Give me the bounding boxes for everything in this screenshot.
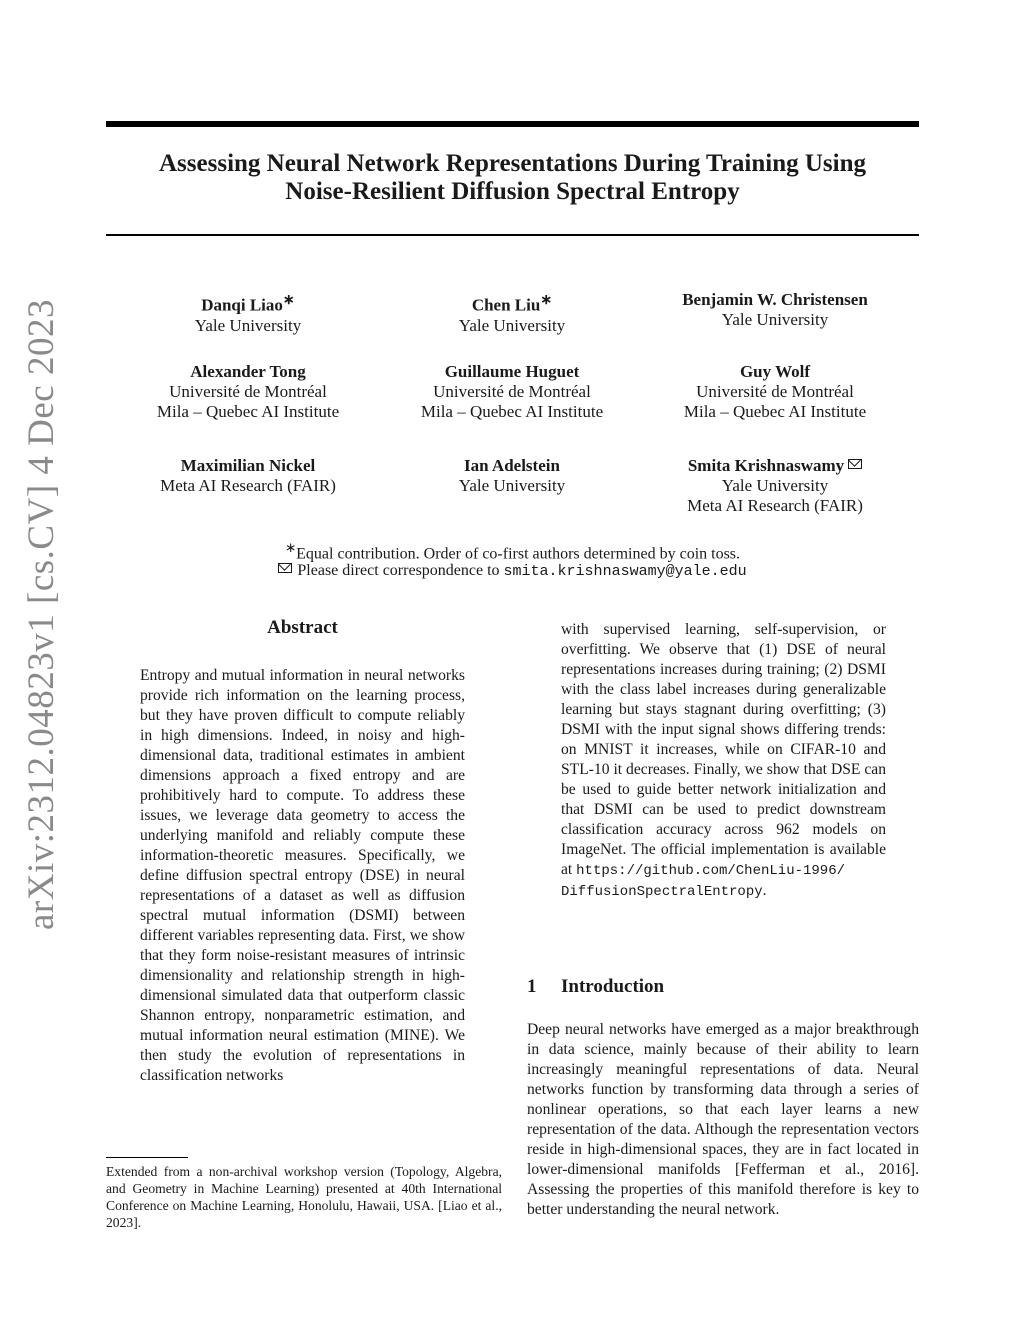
author-affiliation: Yale University [194, 315, 302, 335]
envelope-icon [848, 459, 862, 469]
author-name: Danqi Liao [201, 295, 283, 315]
equal-contribution-mark: ∗ [282, 292, 295, 308]
author-affiliation: Yale University [458, 315, 566, 335]
title-rule-bottom [106, 234, 919, 236]
abstract-heading: Abstract [267, 617, 338, 638]
correspondence-text: Please direct correspondence to [297, 562, 504, 579]
title-rule-top [106, 121, 919, 127]
author-affiliation: Mila – Quebec AI Institute [420, 402, 604, 421]
github-link[interactable] [561, 863, 845, 900]
section-number: 1 [527, 976, 537, 997]
author-name: Guy Wolf [739, 362, 811, 381]
author-affiliation: Université de Montréal [433, 382, 591, 401]
author-affiliation: Université de Montréal [169, 382, 327, 401]
footnote-rule [106, 1157, 188, 1158]
github-link-part-1: https://github.com/ChenLiu-1996/ [576, 863, 845, 879]
abstract-end: . [762, 882, 767, 899]
author-name: Chen Liu [471, 295, 541, 315]
title-line-1: Assessing Neural Network Representations During Training Using [159, 150, 866, 177]
author-block [372, 362, 652, 422]
introduction-text: Deep neural networks have emerged as a major breakthrough in data science, mainly because of their ability to learn increasingly meaningful representations of data. Neural networks function by transforming data through a series of nonlinear operations, so that each layer learns a new representation of the data. Although the representation vectors reside in high-dimensional spaces, they are in fact located in lower-dimensional manifolds [Fefferman et al., 2016]. Assessing the properties of this manifold therefore is key to better understanding the neural network. [527, 1021, 919, 1218]
paper-title [106, 150, 919, 206]
author-block [108, 362, 388, 422]
equal-contribution-text: Equal contribution. Order of co-first authors determined by coin toss. [296, 545, 741, 563]
correspondence-note [106, 560, 919, 583]
equal-contribution-mark: ∗ [540, 292, 553, 308]
author-affiliation: Meta AI Research (FAIR) [687, 496, 863, 515]
author-block [635, 456, 915, 516]
author-name: Smita Krishnaswamy [687, 456, 845, 475]
author-name: Alexander Tong [190, 362, 306, 381]
author-affiliation: Université de Montréal [696, 382, 854, 401]
author-affiliation: Mila – Quebec AI Institute [156, 402, 340, 421]
section-title: Introduction [561, 976, 665, 997]
author-block [635, 362, 915, 422]
abstract-text-left: Entropy and mutual information in neural networks provide rich information on the learning process, but they have proven difficult to compute reliably in high dimensions. Indeed, in noisy and high-dimensional data, traditional estimates in ambient dimensions approach a fixed entropy and are prohibitively hard to compute. To address these issues, we leverage data geometry to access the underlying manifold and reliably compute these information-theoretic measures. Specifically, we define diffusion spectral entropy (DSE) in neural representations of a dataset as well as diffusion spectral mutual information (DSMI) between different variables representing data. First, we show that they form noise-resistant measures of intrinsic dimensionality and relationship strength in high-dimensional simulated data that outperform classic Shannon entropy, nonparametric estimation, and mutual information neural estimation (MINE). We then study the evolution of representations in classification networks [140, 667, 465, 1084]
author-affiliation: Yale University [721, 310, 829, 329]
section-heading [527, 976, 919, 998]
github-link-part-2: DiffusionSpectralEntropy [561, 884, 763, 900]
equal-contribution-mark: ∗ [284, 540, 297, 555]
arxiv-stamp: arXiv:2312.04823v1 [cs.CV] 4 Dec 2023 [21, 299, 62, 930]
author-affiliation: Meta AI Research (FAIR) [160, 476, 336, 495]
author-name: Guillaume Huguet [444, 362, 580, 381]
abstract-text-right [561, 620, 886, 902]
author-affiliation: Yale University [458, 476, 566, 495]
author-affiliation: Mila – Quebec AI Institute [683, 402, 867, 421]
author-name: Maximilian Nickel [180, 456, 316, 475]
correspondence-email[interactable]: smita.krishnaswamy@yale.edu [503, 563, 747, 580]
author-block [372, 290, 652, 336]
abstract-continuation: with supervised learning, self-supervision, or overfitting. We observe that (1) DSE of neural representations increases during training; (2) DSMI with the class label increases during generalizable learning but stays stagnant during overfitting; (3) DSMI with the input signal shows differing trends: on MNIST it increases, while on CIFAR-10 and STL-10 it decreases. Finally, we show that DSE can be used to guide better network initialization and that DSMI can be used to predict downstream classification accuracy across 962 models on ImageNet. The official implementation is available at [561, 621, 886, 878]
author-block [108, 456, 388, 496]
author-name: Benjamin W. Christensen [682, 290, 868, 309]
envelope-icon [278, 563, 292, 573]
author-block [372, 456, 652, 496]
title-line-2: Noise-Resilient Diffusion Spectral Entropy [285, 178, 740, 205]
author-block [635, 290, 915, 330]
footnote: Extended from a non-archival workshop version (Topology, Algebra, and Geometry in Machine Learning) presented at 40th International Conference on Machine Learning, Honolulu, Hawaii, USA. [Liao et al., 2023]. [106, 1164, 502, 1230]
author-block [108, 290, 388, 336]
author-name: Ian Adelstein [464, 456, 560, 475]
author-affiliation: Yale University [721, 476, 829, 495]
